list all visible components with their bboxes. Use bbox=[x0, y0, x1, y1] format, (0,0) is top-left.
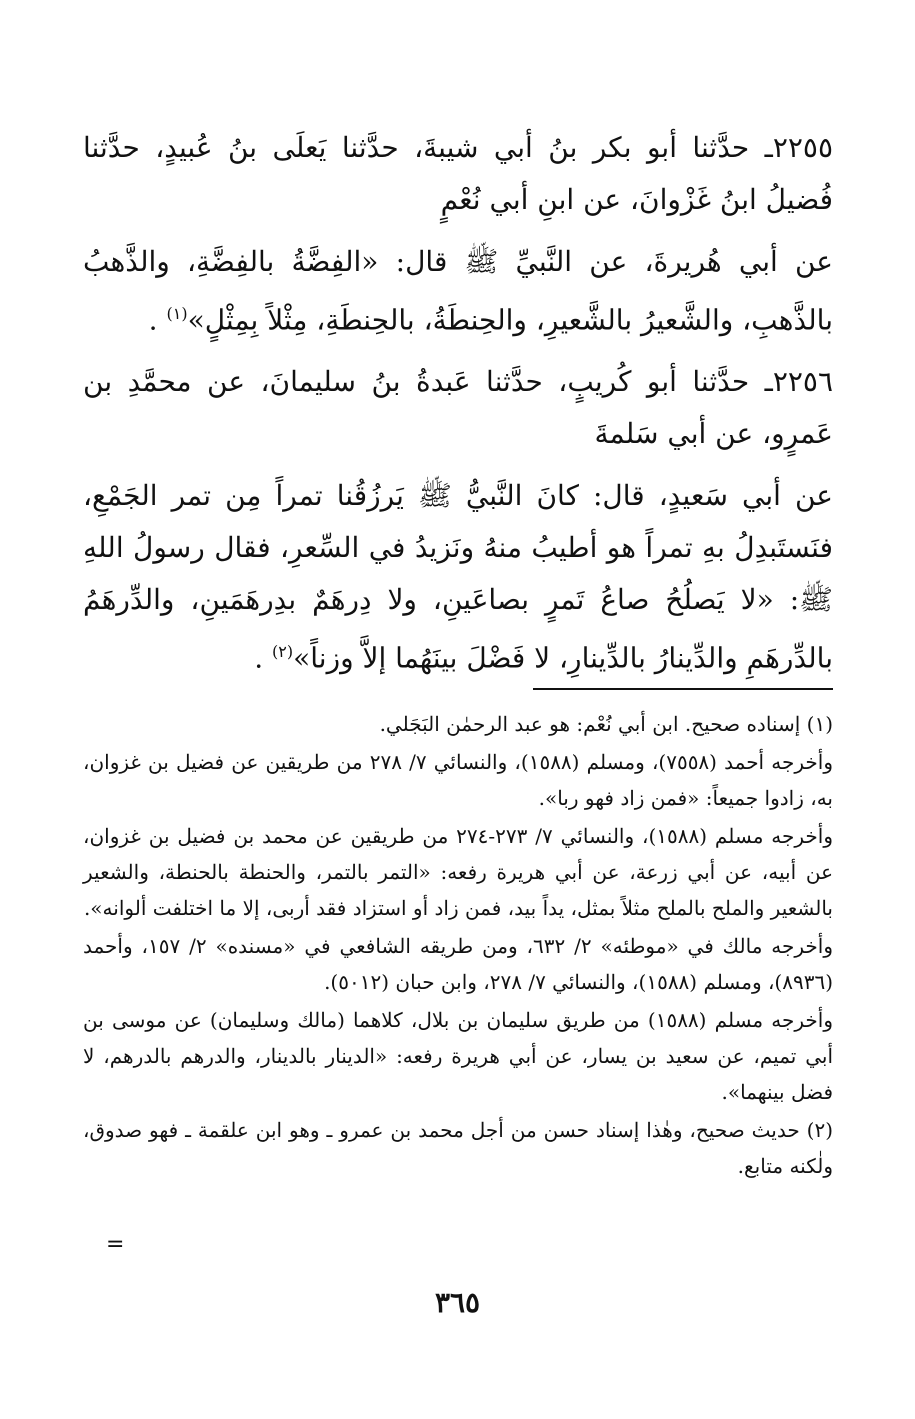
hadith-2255-matn bbox=[83, 236, 833, 346]
footnote-1-para-5: وأخرجه مسلم (١٥٨٨) من طريق سليمان بن بلال، كلاهما (مالك وسليمان) عن موسى بن أبي تميم، عن سعيد بن يسار، عن أبي هريرة رفعه: «الدينار بالدينار، والدرهم بالدرهم، لا فضل بينهما». bbox=[83, 1008, 833, 1104]
footnote-separator bbox=[533, 688, 833, 690]
hadith-2256-matn-text: عن أبي سَعيدٍ، قال: كانَ النَّبيُّ ﷺ يَرزُقُنا تمراً مِن تمر الجَمْعِ، فنَستَبدِلُ بهِ تمراً هو أطيبُ منهُ ونَزيدُ في السِّعرِ، فقال رسولُ اللهِ ﷺ: «لا يَصلُحُ صاعُ تَمرٍ بصاعَينِ، ولا دِرهَمٌ بدِرهَمَينِ، والدِّرهَمُ بالدِّرهَمِ والدِّينارُ بالدِّينارِ، لا فَضْلَ بينَهُما إلاَّ وزناً» bbox=[83, 479, 833, 675]
page-number: ٣٦٥ bbox=[434, 1286, 481, 1319]
footnote-1: (١) إسناده صحيح. ابن أبي نُعْم: هو عبد الرحمٰن البَجَلي. bbox=[379, 712, 833, 736]
footnote-2: (٢) حديث صحيح، وهٰذا إسناد حسن من أجل محمد بن عمرو ـ وهو ابن علقمة ـ فهو صدوق، ولٰكنه متابع. bbox=[83, 1118, 833, 1178]
hadith-2255-matn-text: عن أبي هُريرةَ، عن النَّبيِّ ﷺ قال: «الفِضَّةُ بالفِضَّةِ، والذَّهبُ بالذَّهبِ، والشَّعيرُ بالشَّعيرِ، والحِنطَةُ، بالحِنطَةِ، مِثْلاً بِمِثْلٍ» bbox=[83, 245, 833, 337]
footnote-1-para-2: وأخرجه أحمد (٧٥٥٨)، ومسلم (١٥٨٨)، والنسائي ٧/ ٢٧٨ من طريقين عن فضيل بن غزوان، به، زادوا جميعاً: «فمن زاد فهو ربا». bbox=[83, 750, 833, 810]
footnote-ref-2: (٢) bbox=[272, 642, 294, 662]
hadith-2255-isnad: ٢٢٥٥ـ حدَّثنا أبو بكر بنُ أبي شيبةَ، حدَّثنا يَعلَى بنُ عُبيدٍ، حدَّثنا فُضيلُ ابنُ غَزْوانَ، عن ابنِ أبي نُعْمٍ bbox=[83, 131, 833, 216]
hadith-2256-end: . bbox=[254, 641, 264, 675]
footnote-1-para-4: وأخرجه مالك في «موطئه» ٢/ ٦٣٢، ومن طريقه الشافعي في «مسنده» ٢/ ١٥٧، وأحمد (٨٩٣٦)، ومسلم (١٥٨٨)، والنسائي ٧/ ٢٧٨، وابن حبان (٥٠١٢). bbox=[83, 934, 833, 994]
hadith-2256-matn bbox=[83, 470, 833, 684]
continuation-mark: = bbox=[106, 1232, 125, 1257]
hadith-2255-end: . bbox=[148, 303, 158, 337]
footnote-1-para-3: وأخرجه مسلم (١٥٨٨)، والنسائي ٧/ ٢٧٣-٢٧٤ من طريقين عن محمد بن فضيل بن غزوان، عن أبيه، عن أبي زرعة، عن أبي هريرة رفعه: «التمر بالتمر، والحنطة بالحنطة، والشعير بالشعير والملح بالملح مثلاً بمثل، يداً بيد، فمن زاد أو استزاد فقد أربى، إلا ما اختلفت ألوانه». bbox=[83, 824, 833, 920]
hadith-text bbox=[83, 122, 833, 693]
footnote-ref-1: (١) bbox=[166, 304, 188, 323]
footnotes bbox=[83, 706, 833, 1186]
hadith-2256-isnad: ٢٢٥٦ـ حدَّثنا أبو كُريبٍ، حدَّثنا عَبدةُ بنُ سليمانَ، عن محمَّدِ بن عَمرٍو، عن أبي سَلمةَ bbox=[83, 365, 833, 451]
